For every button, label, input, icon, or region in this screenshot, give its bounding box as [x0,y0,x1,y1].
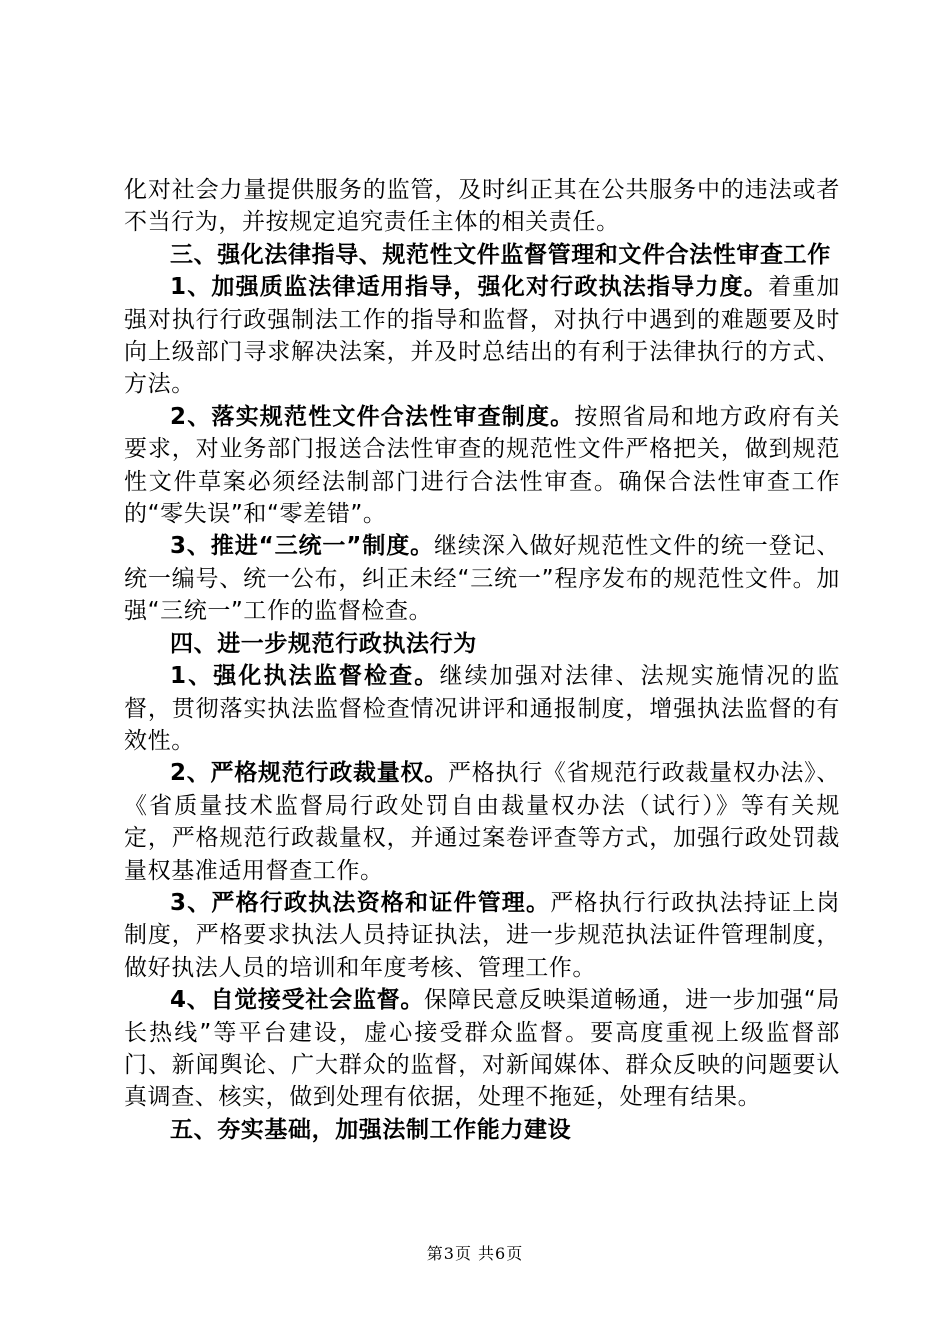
heading-text: 五、夯实基础，加强法制工作能力建设 [170,1116,572,1143]
paragraph-3-1 [124,271,840,401]
paragraph-lead: 1、强化执法监督检查。 [170,663,440,690]
paragraph-text: 按照省局和地方政府有关要求，对业务部门报送合法性审查的规范性文件严格把关，做到规范性文件草案必须经法制部门进行合法性审查。确保合法性审查工作的“零失误”和“零差错”。 [124,403,840,528]
page-number: 第3页 共6页 [426,1244,524,1263]
paragraph-text: 严格执行《省规范行政裁量权办法》、《省质量技术监督局行政处罚自由裁量权办法（试行）》等有关规定，严格规范行政裁量权，并通过案卷评查等方式，加强行政处罚裁量权基准适用督查工作。 [124,760,840,884]
document-body [124,174,840,1146]
paragraph-4-3 [124,887,840,984]
paragraph-4-1 [124,660,840,757]
paragraph-lead: 4、自觉接受社会监督。 [170,987,425,1014]
heading-text: 四、进一步规范行政执法行为 [170,630,477,657]
paragraph-lead: 2、严格规范行政裁量权。 [170,760,448,787]
paragraph-text: 保障民意反映渠道畅通，进一步加强“局长热线”等平台建设，虚心接受群众监督。要高度重视上级监督部门、新闻舆论、广大群众的监督，对新闻媒体、群众反映的问题要认真调查、核实，做到处理有依据，处理不拖延，处理有结果。 [124,987,840,1111]
paragraph-text: 继续加强对法律、法规实施情况的监督，贯彻落实执法监督检查情况讲评和通报制度，增强执法监督的有效性。 [124,663,840,754]
page-footer [0,1244,950,1264]
paragraph-text: 严格执行行政执法持证上岗制度，严格要求执法人员持证执法，进一步规范执法证件管理制度，做好执法人员的培训和年度考核、管理工作。 [124,889,840,981]
section-heading-4 [124,628,840,660]
paragraph-continuation [124,174,840,239]
paragraph-3-3 [124,530,840,627]
paragraph-text: 着重加强对执行行政强制法工作的指导和监督，对执行中遇到的难题要及时向上级部门寻求解决法案，并及时总结出的有利于法律执行的方式、方法。 [124,274,840,398]
paragraph-lead: 3、推进“三统一”制度。 [170,533,435,560]
paragraph-text: 继续深入做好规范性文件的统一登记、统一编号、统一公布，纠正未经“三统一”程序发布的规范性文件。加强“三统一”工作的监督检查。 [124,533,841,625]
paragraph-3-2 [124,401,840,531]
paragraph-4-2 [124,757,840,887]
section-heading-5 [124,1114,840,1146]
heading-text: 三、强化法律指导、规范性文件监督管理和文件合法性审查工作 [170,241,831,268]
paragraph-lead: 3、严格行政执法资格和证件管理。 [170,889,551,916]
paragraph-lead: 2、落实规范性文件合法性审查制度。 [170,403,575,430]
section-heading-3 [124,239,840,271]
paragraph-lead: 1、加强质监法律适用指导，强化对行政执法指导力度。 [170,274,768,301]
paragraph-4-4 [124,984,840,1114]
paragraph-text: 化对社会力量提供服务的监管，及时纠正其在公共服务中的违法或者不当行为，并按规定追究责任主体的相关责任。 [124,177,840,236]
